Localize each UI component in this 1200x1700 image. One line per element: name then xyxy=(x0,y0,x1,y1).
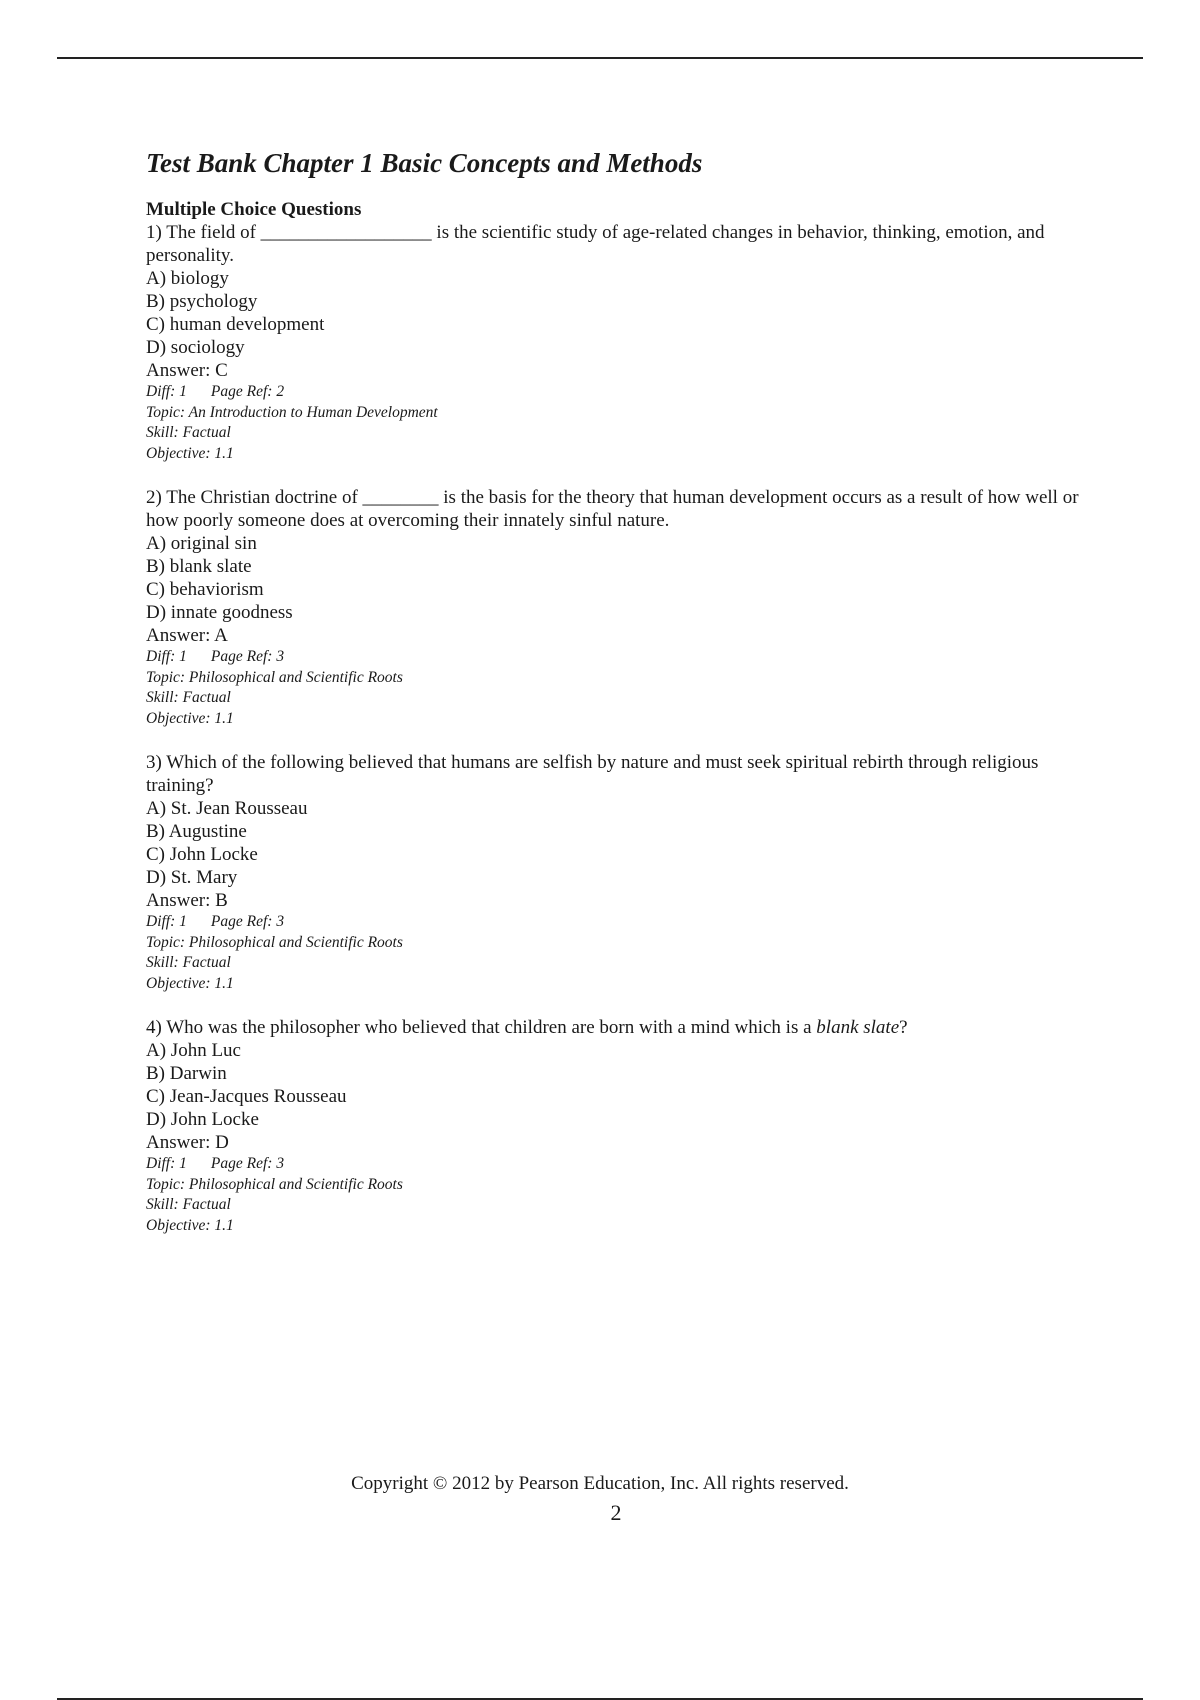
diff-pageref-line xyxy=(146,912,1086,933)
page-ref: Page Ref: 3 xyxy=(210,913,285,930)
page-number: 2 xyxy=(610,1500,622,1525)
question-text: 3) Which of the following believed that humans are selfish by nature and must seek spiritual rebirth through religious training? xyxy=(146,752,1039,796)
option-c: C) human development xyxy=(146,314,325,335)
page-ref: Page Ref: 2 xyxy=(210,383,285,400)
option-d: D) St. Mary xyxy=(146,867,238,888)
topic-line: Topic: Philosophical and Scientific Roots xyxy=(146,1175,403,1193)
option-d: D) John Locke xyxy=(146,1109,259,1130)
difficulty: Diff: 1 xyxy=(146,383,187,400)
question-2 xyxy=(146,486,1086,729)
objective-line: Objective: 1.1 xyxy=(146,974,234,992)
option-b: B) Augustine xyxy=(146,821,247,842)
page-ref: Page Ref: 3 xyxy=(210,648,285,665)
page-ref: Page Ref: 3 xyxy=(210,1155,285,1172)
option-a: A) St. Jean Rousseau xyxy=(146,798,308,819)
question-4 xyxy=(146,1016,1086,1236)
option-a: A) John Luc xyxy=(146,1040,241,1061)
objective-line: Objective: 1.1 xyxy=(146,709,234,727)
option-a: A) biology xyxy=(146,268,229,289)
skill-line: Skill: Factual xyxy=(146,954,231,971)
question-text: 2) The Christian doctrine of ________ is the basis for the theory that human development occurs as a result of how well or how poorly someone does at overcoming their innately sinful nature. xyxy=(146,487,1079,531)
answer-line: Answer: A xyxy=(146,625,228,646)
topic-line: Topic: An Introduction to Human Development xyxy=(146,403,438,421)
difficulty: Diff: 1 xyxy=(146,1155,187,1172)
diff-pageref-line xyxy=(146,382,1086,403)
section-heading: Multiple Choice Questions xyxy=(146,199,362,220)
answer-line: Answer: B xyxy=(146,890,228,911)
option-a: A) original sin xyxy=(146,533,257,554)
topic-line: Topic: Philosophical and Scientific Roots xyxy=(146,668,403,686)
diff-pageref-line xyxy=(146,1154,1086,1175)
objective-line: Objective: 1.1 xyxy=(146,444,234,462)
question-1 xyxy=(146,221,1086,464)
topic-line: Topic: Philosophical and Scientific Roots xyxy=(146,933,403,951)
option-c: C) John Locke xyxy=(146,844,258,865)
option-b: B) Darwin xyxy=(146,1063,227,1084)
diff-pageref-line xyxy=(146,647,1086,668)
objective-line: Objective: 1.1 xyxy=(146,1216,234,1234)
option-c: C) behaviorism xyxy=(146,579,264,600)
option-b: B) blank slate xyxy=(146,556,252,577)
top-rule xyxy=(57,57,1143,59)
document-title: Test Bank Chapter 1 Basic Concepts and Methods xyxy=(146,148,703,178)
option-c: C) Jean-Jacques Rousseau xyxy=(146,1086,347,1107)
difficulty: Diff: 1 xyxy=(146,913,187,930)
answer-line: Answer: C xyxy=(146,360,228,381)
difficulty: Diff: 1 xyxy=(146,648,187,665)
question-text: 1) The field of __________________ is the scientific study of age-related changes in behavior, thinking, emotion, and personality. xyxy=(146,222,1045,266)
answer-line: Answer: D xyxy=(146,1132,229,1153)
italic-term: blank slate xyxy=(816,1017,900,1038)
copyright-footer: Copyright © 2012 by Pearson Education, Inc. All rights reserved. xyxy=(351,1473,849,1494)
skill-line: Skill: Factual xyxy=(146,1196,231,1213)
skill-line: Skill: Factual xyxy=(146,689,231,706)
option-d: D) innate goodness xyxy=(146,602,293,623)
question-3 xyxy=(146,751,1086,994)
question-text: 4) Who was the philosopher who believed that children are born with a mind which is a blank slate? xyxy=(146,1017,908,1038)
option-b: B) psychology xyxy=(146,291,258,312)
page-content xyxy=(146,145,1086,1236)
skill-line: Skill: Factual xyxy=(146,424,231,441)
option-d: D) sociology xyxy=(146,337,245,358)
